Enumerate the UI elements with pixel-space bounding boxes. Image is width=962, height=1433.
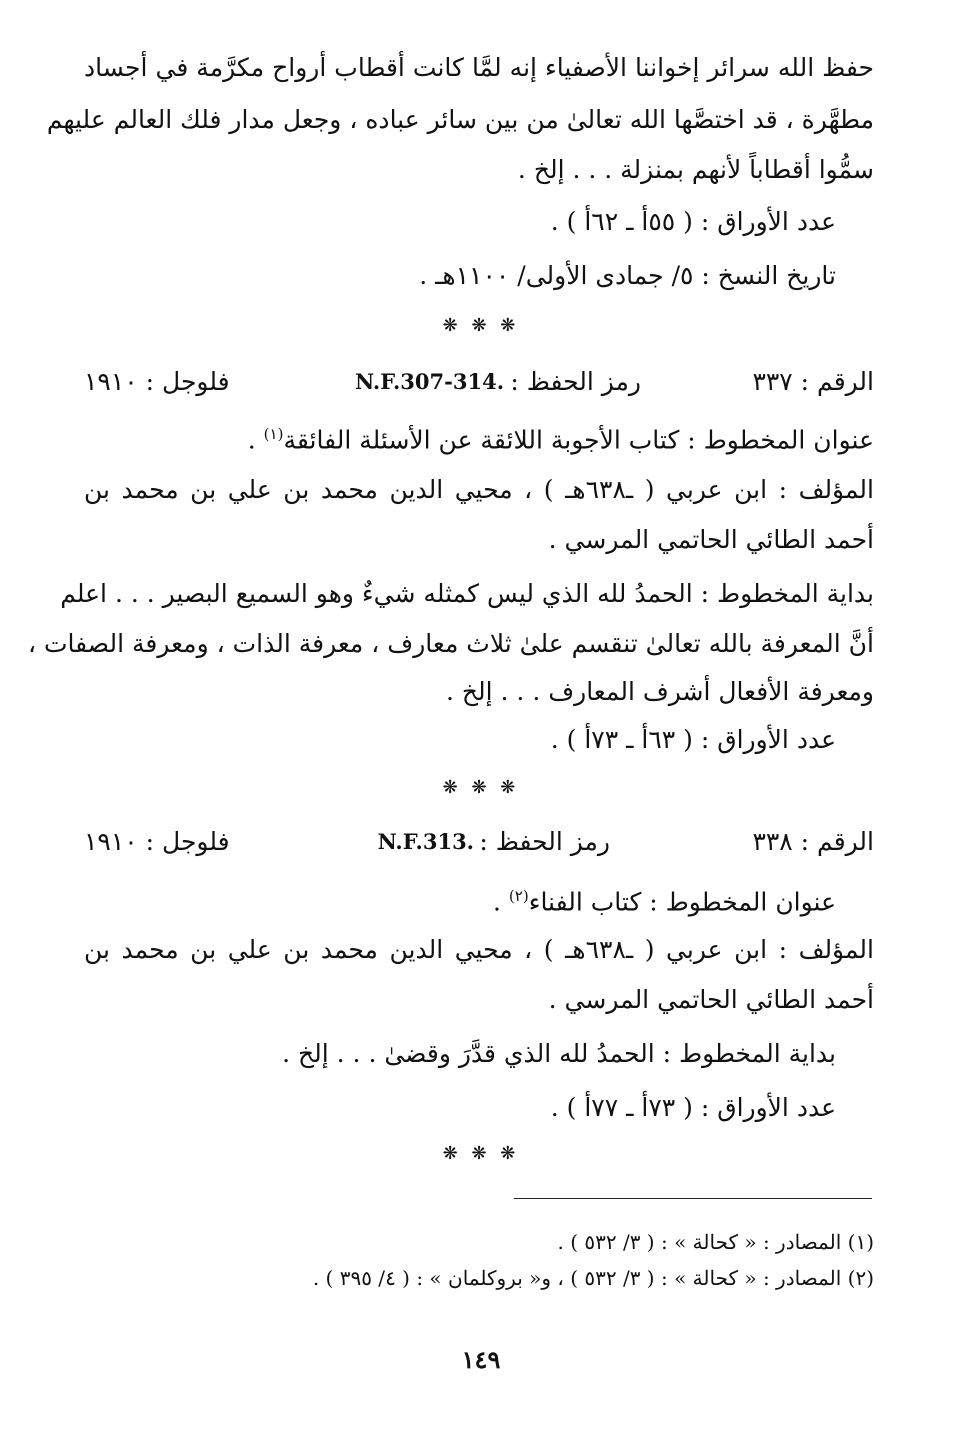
prev-copy-date: تاريخ النسخ : ٥/ جمادى الأولى/ ١١٠٠هـ . (419, 261, 836, 290)
manuscript-title-text: عنوان المخطوط : كتاب الفناء (528, 887, 836, 917)
entry-337-header (84, 362, 874, 402)
prev-text-line-1: حفظ الله سرائر إخواننا الأصفياء إنه لمَّا كانت أقطاب أرواح مكرَّمة في أجساد (84, 53, 874, 82)
section-separator: ❋ ❋ ❋ (442, 777, 520, 798)
footnote-2: (٢) المصادر : « كحالة » : ( ٣/ ٥٣٢ ) ، و« بروكلمان » : ( ٤/ ٣٩٥ ) . (312, 1266, 874, 1290)
author-line-1: المؤلف : ابن عربي ( ـ٦٣٨هـ ) ، محيي الدين محمد بن علي بن محمد بن (84, 935, 874, 964)
footnote-ref-1[interactable]: (١) (263, 425, 284, 443)
title-end: . (493, 887, 509, 917)
entry-number: الرقم : ٣٣٧ (752, 367, 874, 396)
shelfmark-code: N.F.307-314. (355, 369, 504, 394)
prev-text-line-2: مطهَّرة ، قد اختصَّها الله تعالىٰ من بين سائر عباده ، وجعل مدار فلك العالم عليهم (46, 105, 874, 134)
section-separator: ❋ ❋ ❋ (442, 1143, 520, 1164)
footnote-ref-2[interactable]: (٢) (508, 887, 529, 905)
prev-folio-count: عدد الأوراق : ( ٥٥أ ـ ٦٢أ ) . (550, 207, 836, 236)
author-line-2: أحمد الطائي الحاتمي المرسي . (548, 525, 874, 554)
footnote-1: (١) المصادر : « كحالة » : ( ٣/ ٥٣٢ ) . (557, 1230, 874, 1254)
shelfmark-code: N.F.313. (377, 829, 474, 854)
prev-text-line-3: سمُّوا أقطاباً لأنهم بمنزلة . . . إلخ . (517, 155, 874, 184)
title-end: . (247, 425, 264, 455)
folio-count: عدد الأوراق : ( ٧٣أ ـ ٧٧أ ) . (550, 1093, 836, 1122)
incipit-line: بداية المخطوط : الحمدُ لله الذي قدَّرَ وقضىٰ . . . إلخ . (282, 1039, 836, 1068)
collection-number: فلوجل : ١٩١٠ (84, 367, 230, 396)
entry-number: الرقم : ٣٣٨ (752, 827, 874, 856)
manuscript-title (248, 414, 874, 460)
shelfmark-label: رمز الحفظ : (479, 827, 610, 856)
section-separator: ❋ ❋ ❋ (442, 315, 520, 336)
author-line-2: أحمد الطائي الحاتمي المرسي . (548, 985, 874, 1014)
manuscript-title (493, 876, 836, 922)
author-line-1: المؤلف : ابن عربي ( ـ٦٣٨هـ ) ، محيي الدين محمد بن علي بن محمد بن (84, 475, 874, 504)
shelfmark-label: رمز الحفظ : (510, 367, 641, 396)
incipit-line-1: بداية المخطوط : الحمدُ لله الذي ليس كمثله شيءٌ وهو السميع البصير . . . اعلم (60, 579, 874, 608)
entry-338-header (84, 822, 874, 862)
footnote-rule (514, 1198, 872, 1199)
manuscript-title-text: عنوان المخطوط : كتاب الأجوبة اللائقة عن الأسئلة الفائقة (283, 425, 874, 455)
collection-number: فلوجل : ١٩١٠ (84, 827, 230, 856)
incipit-line-3: ومعرفة الأفعال أشرف المعارف . . . إلخ . (445, 677, 874, 706)
incipit-line-2: أنَّ المعرفة بالله تعالىٰ تنقسم علىٰ ثلاث معارف ، معرفة الذات ، ومعرفة الصفات ، (27, 629, 874, 658)
page-number: ١٤٩ (461, 1345, 501, 1374)
folio-count: عدد الأوراق : ( ٦٣أ ـ ٧٣أ ) . (550, 725, 836, 754)
